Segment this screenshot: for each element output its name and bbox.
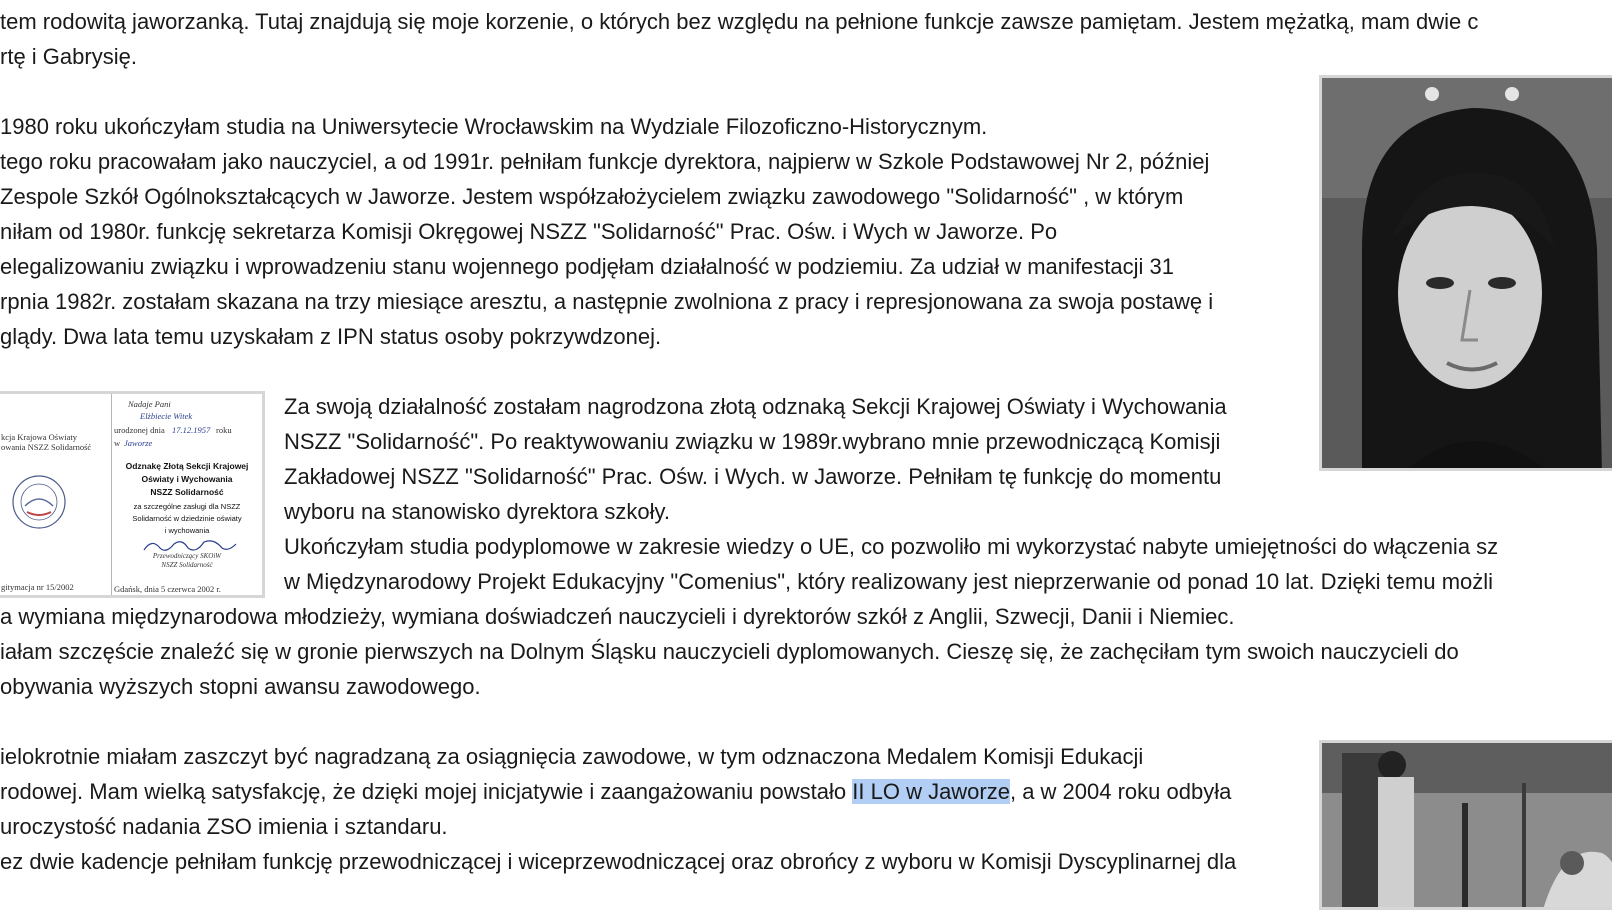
paragraph-line: tego roku pracowałam jako nauczyciel, a od 1991r. pełniłam funkcje dyrektora, najpierw w Szkole Podstawowej Nr 2, później <box>0 149 1210 174</box>
diploma-text: gitymacja nr 15/2002 <box>1 582 74 592</box>
diploma-text: Gdańsk, dnia 5 czerwca 2002 r. <box>114 584 221 594</box>
paragraph-line: w Międzynarodowy Projekt Edukacyjny "Comenius", który realizowany jest nieprzerwanie od ponad 10 lat. Dzięki temu możli <box>284 569 1494 594</box>
diploma-right-panel <box>112 394 262 595</box>
paragraph-line: elegalizowaniu związku i wprowadzeniu stanu wojennego podjęłam działalność w podziemiu. Za udział w manifestacji 31 <box>0 254 1174 279</box>
paragraph-line: rpnia 1982r. zostałam skazana na trzy miesiące aresztu, a następnie zwolniona z pracy i represjonowana za swoja postawę i <box>0 289 1214 314</box>
paragraph-line: tem rodowitą jaworzanką. Tutaj znajdują się moje korzenie, o których bez względu na pełnione funkcje zawsze pamiętam. Jestem mężatką, mam dwie c <box>0 9 1479 34</box>
diploma-text: Przewodniczący SKOiW <box>152 552 222 560</box>
diploma-text: NSZZ Solidarność <box>161 561 213 569</box>
paragraph-line: Ukończyłam studia podyplomowe w zakresie wiedzy o UE, co pozwoliło mi wykorzystać nabyte umiejętności do włączenia sz <box>284 534 1499 559</box>
diploma-text: Nadaje Pani <box>128 399 171 409</box>
paragraph-line: Zespole Szkół Ogólnokształcących w Jaworze. Jestem współzałożycielem związku zawodowego "Solidarność" , w którym <box>0 184 1184 209</box>
portrait-photo <box>1319 75 1612 471</box>
paragraph-line: glądy. Dwa lata temu uzyskałam z IPN status osoby pokrzywdzonej. <box>0 324 662 349</box>
paragraph-line: ez dwie kadencje pełniłam funkcję przewodniczącej i wiceprzewodniczącej oraz obrońcy z wyboru w Komisji Dyscyplinarnej dla <box>0 849 1237 874</box>
diploma-text: urodzonej dnia <box>114 425 165 435</box>
diploma-title: Odznakę Złotą Sekcji Krajowej <box>125 461 249 471</box>
paragraph-text: , a w 2004 roku odbyła <box>1009 779 1232 804</box>
paragraph-text: rodowej. Mam wielką satysfakcję, że dzięki mojej inicjatywie i zaangażowaniu powstało <box>0 779 853 804</box>
paragraph-line: uroczystość nadania ZSO imienia i sztandaru. <box>0 814 448 839</box>
selected-link-text[interactable]: II LO w Jaworze <box>852 779 1010 804</box>
paragraph-line: NSZZ "Solidarność". Po reaktywowaniu związku w 1989r.wybrano mnie przewodniczącą Komisji <box>284 429 1221 454</box>
paragraph-line: wyboru na stanowisko dyrektora szkoły. <box>284 499 670 524</box>
paragraph-line <box>0 774 1231 809</box>
paragraph-line: 1980 roku ukończyłam studia na Uniwersytecie Wrocławskim na Wydziale Filozoficzno-Historycznym. <box>0 114 988 139</box>
diploma-text: owania NSZZ Solidarność <box>1 442 92 452</box>
diploma-text: kcja Krajowa Oświaty <box>1 432 78 442</box>
diploma-left-panel <box>0 394 112 595</box>
paragraph-line: Za swoją działalność zostałam nagrodzona złotą odznaką Sekcji Krajowej Oświaty i Wychowania <box>284 394 1227 419</box>
paragraph-line: Zakładowej NSZZ "Solidarność" Prac. Ośw. i Wych. w Jaworze. Pełniłam tę funkcję do momentu <box>284 464 1222 489</box>
diploma-text: i wychowania <box>164 526 210 535</box>
paragraph-line: a wymiana międzynarodowa młodzieży, wymiana doświadczeń nauczycieli i dyrektorów szkół z Anglii, Szwecji, Danii i Niemiec. <box>0 604 1235 629</box>
paragraph-line: iałam szczęście znaleźć się w gronie pierwszych na Dolnym Śląsku nauczycieli dyplomowanych. Cieszę się, że zachęciłam tym swoich nauczycieli do <box>0 639 1459 664</box>
diploma-title: NSZZ Solidarność <box>150 487 224 497</box>
diploma-image <box>0 391 265 598</box>
paragraph-line: obywania wyższych stopni awansu zawodowego. <box>0 674 481 699</box>
group-photo <box>1319 740 1612 910</box>
diploma-text: Solidarność w dziedzinie oświaty <box>132 514 242 523</box>
paragraph-line: ielokrotnie miałam zaszczyt być nagradzaną za osiągnięcia zawodowe, w tym odznaczona Medalem Komisji Edukacji <box>0 744 1144 769</box>
seal-icon <box>11 474 67 530</box>
diploma-name: Elżbiecie Witek <box>140 411 193 421</box>
paragraph-line: rtę i Gabrysię. <box>0 44 137 69</box>
diploma-text: roku <box>216 425 232 435</box>
paragraph-line: niłam od 1980r. funkcję sekretarza Komisji Okręgowej NSZZ "Solidarność" Prac. Ośw. i Wych w Jaworze. Po <box>0 219 1058 244</box>
diploma-text: za szczególne zasługi dla NSZZ <box>133 502 241 511</box>
diploma-title: Oświaty i Wychowania <box>141 474 233 484</box>
diploma-text: 17.12.1957 <box>172 425 211 435</box>
diploma-text: Jaworze <box>124 438 153 448</box>
diploma-text: w <box>114 438 121 448</box>
